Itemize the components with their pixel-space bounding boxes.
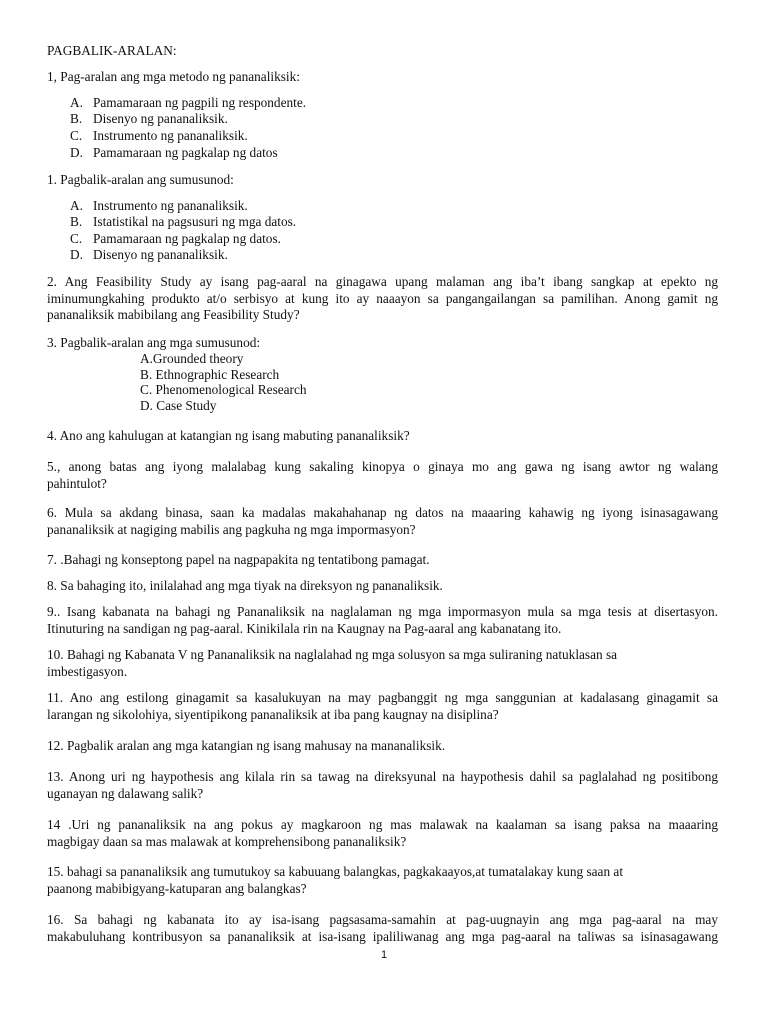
list-item: C. Pamamaraan ng pagkalap ng datos. xyxy=(70,231,281,246)
list-item: D. Case Study xyxy=(140,398,217,413)
question-5: 5., anong batas ang iyong malalabag kung sakaling kinopya o ginaya mo ang gawa ng isang awtor ng walang pahintulot? xyxy=(47,459,718,491)
q1a-title: 1, Pag-aralan ang mga metodo ng pananaliksik: xyxy=(47,69,300,84)
question-10: 10. Bahagi ng Kabanata V ng Pananaliksik na naglalahad ng mga solusyon sa mga suliraning natuklasan sa imbestigasyon. xyxy=(47,647,618,679)
question-12: 12. Pagbalik aralan ang mga katangian ng isang mahusay na mananaliksik. xyxy=(47,738,446,753)
question-2: 2. Ang Feasibility Study ay isang pag-aaral na ginagawa upang malaman ang iba’t ibang sangkap at epekto ng iminumungkahing produkto at/o serbisyo at kung ito ay naaayon sa pangangailangan sa pamilihan. Anong gamit ng pananaliksik mabibilang ang Feasibility Study? xyxy=(47,274,718,322)
list-item: A.Grounded theory xyxy=(140,351,244,366)
question-9: 9.. Isang kabanata na bahagi ng Pananaliksik na naglalaman ng mga impormasyon mula sa mga tesis at disertasyon. Itinuturing na sandigan ng pag-aaral. Kinikilala rin na Kaugnay na Pag-aaral ang kabanatang ito. xyxy=(47,604,718,636)
question-16: 16. Sa bahagi ng kabanata ito ay isa-isang pagsasama-samahin at pag-uugnayin ang mga pag-aaral na may makabuluhang kontribusyon sa pananaliksik at isa-isang ipaliliwanag ang mga pag-aaral na taliwas sa isinasagawang xyxy=(47,912,718,944)
list-item: A. Instrumento ng pananaliksik. xyxy=(70,198,248,213)
page-heading: PAGBALIK-ARALAN: xyxy=(47,43,177,58)
page-number: 1 xyxy=(380,949,388,961)
list-item: A. Pamamaraan ng pagpili ng respondente. xyxy=(70,95,307,110)
question-13: 13. Anong uri ng haypothesis ang kilala rin sa tawag na direksyunal na haypothesis dahil sa paglalahad ng positibong uganayan ng dalawang salik? xyxy=(47,769,718,801)
list-item: D. Disenyo ng pananaliksik. xyxy=(70,247,228,262)
list-item: B. Istatistikal na pagsusuri ng mga datos. xyxy=(70,214,297,229)
list-item: B. Ethnographic Research xyxy=(140,367,280,382)
list-item: B. Disenyo ng pananaliksik. xyxy=(70,111,228,126)
list-item: D. Pamamaraan ng pagkalap ng datos xyxy=(70,145,278,160)
question-6: 6. Mula sa akdang binasa, saan ka madalas makahahanap ng datos na maaaring kahawig ng iyong isinasagawang pananaliksik at nagiging mabilis ang pagkuha ng mga impormasyon? xyxy=(47,505,718,537)
q1b-title: 1. Pagbalik-aralan ang sumusunod: xyxy=(47,172,234,187)
list-item: C. Phenomenological Research xyxy=(140,382,307,397)
question-4: 4. Ano ang kahulugan at katangian ng isang mabuting pananaliksik? xyxy=(47,428,410,443)
question-14: 14 .Uri ng pananaliksik na ang pokus ay magkaroon ng mas malawak na kaalaman sa isang paksa na maaaring magbigay daan sa mas malawak at komprehensibong pananaliksik? xyxy=(47,817,718,849)
list-item: C. Instrumento ng pananaliksik. xyxy=(70,128,248,143)
question-11: 11. Ano ang estilong ginagamit sa kasalukuyan na may pagbanggit ng mga sanggunian at kadalasang ginagamit sa larangan ng sikolohiya, siyentipikong pananaliksik at iba pang kaugnay na disiplina? xyxy=(47,690,718,722)
q3-title: 3. Pagbalik-aralan ang mga sumusunod: xyxy=(47,335,261,350)
question-15: 15. bahagi sa pananaliksik ang tumutukoy sa kabuuang balangkas, pagkakaayos,at tumatalakay kung saan at paanong mabibigyang-katuparan ang balangkas? xyxy=(47,864,624,896)
question-7: 7. .Bahagi ng konseptong papel na nagpapakita ng tentatibong pamagat. xyxy=(47,552,430,567)
question-8: 8. Sa bahaging ito, inilalahad ang mga tiyak na direksyon ng pananaliksik. xyxy=(47,578,443,593)
